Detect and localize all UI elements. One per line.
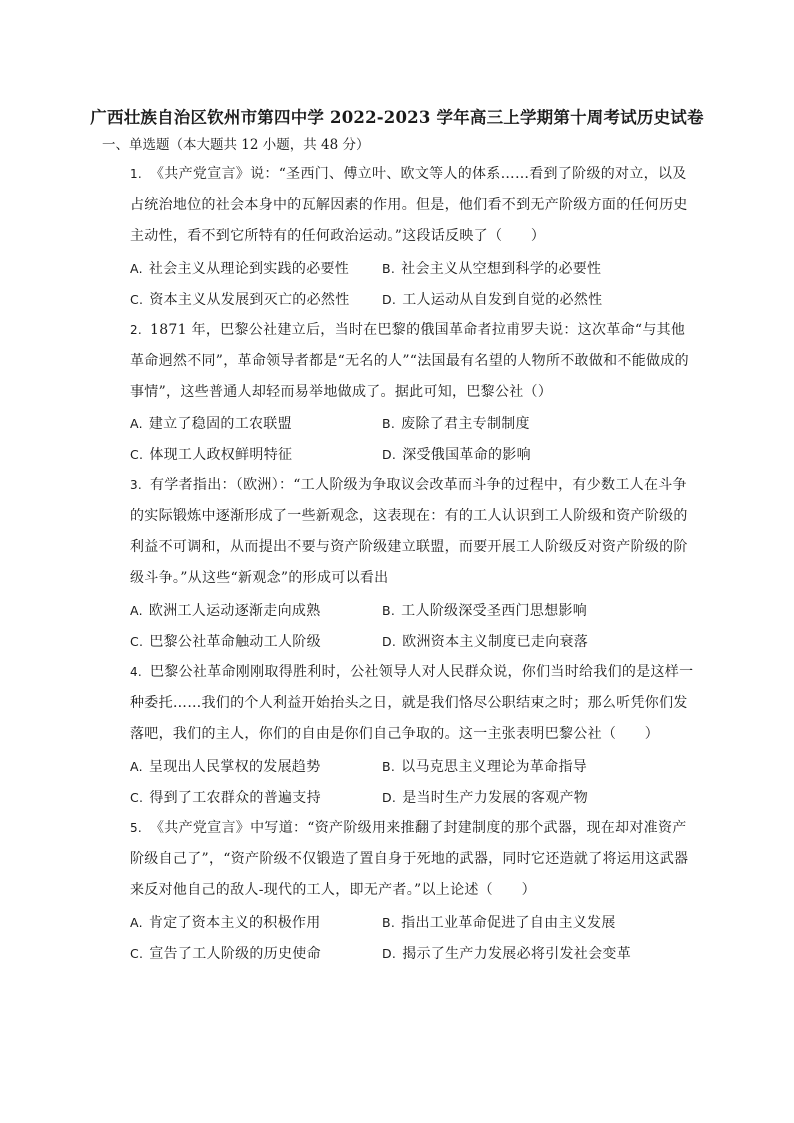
question-1-stem [130, 159, 698, 252]
page-title: 广西壮族自治区钦州市第四中学 2022-2023 学年高三上学期第十周考试历史试卷 [90, 108, 704, 127]
question-1-option-b[interactable]: B. 社会主义从空想到科学的必要性 [382, 261, 602, 277]
question-1-option-d[interactable]: D. 工人运动从自发到自觉的必然性 [382, 292, 603, 308]
question-text: 1871 年，巴黎公社建立后，当时在巴黎的俄国革命者拉甫罗夫说：这次革命“与其他革命迥然不同”，革命领导者都是“无名的人”“法国最有名望的人物所不敢做和不能做成的事情”，这些普通人却轻而易举地做成了。据此可知，巴黎公社（） [130, 322, 689, 400]
question-number: 4. [130, 665, 143, 679]
question-5-option-b[interactable]: B. 指出工业革命促进了自由主义发展 [382, 915, 616, 931]
question-2-option-d[interactable]: D. 深受俄国革命的影响 [382, 447, 531, 463]
section-heading: 一、单选题（本大题共 12 小题，共 48 分） [102, 137, 370, 153]
question-3-option-d[interactable]: D. 欧洲资本主义制度已走向衰落 [382, 634, 589, 650]
question-number: 3. [130, 478, 143, 492]
question-4-option-c[interactable]: C. 得到了工农群众的普遍支持 [130, 790, 321, 806]
question-5-option-d[interactable]: D. 揭示了生产力发展必将引发社会变革 [382, 946, 632, 962]
question-4-option-b[interactable]: B. 以马克思主义理论为革命指导 [382, 759, 588, 775]
question-text: 《共产党宣言》中写道：“资产阶级用来推翻了封建制度的那个武器，现在却对准资产阶级自己了”，“资产阶级不仅锻造了置自身于死地的武器，同时它还造就了将运用这武器来反对他自己的敌人-现代的工人，即无产者。”以上论述（ ） [130, 820, 689, 898]
question-2-option-a[interactable]: A. 建立了稳固的工农联盟 [130, 416, 292, 432]
question-1-option-a[interactable]: A. 社会主义从理论到实践的必要性 [130, 261, 350, 277]
question-3-option-a[interactable]: A. 欧洲工人运动逐渐走向成熟 [130, 603, 321, 619]
question-5-stem [130, 813, 698, 906]
question-text: 巴黎公社革命刚刚取得胜利时，公社领导人对人民群众说，你们当时给我们的是这样一种委托……我们的个人利益开始抬头之日，就是我们恪尽公职结束之时；那么听凭你们发落吧，我们的主人，你们的自由是你们自己争取的。这一主张表明巴黎公社（ ） [130, 664, 694, 742]
question-number: 2. [130, 323, 143, 337]
question-1-option-c[interactable]: C. 资本主义从发展到灭亡的必然性 [130, 292, 350, 308]
question-2-stem [130, 315, 698, 408]
question-number: 5. [130, 821, 143, 835]
question-3-option-c[interactable]: C. 巴黎公社革命触动工人阶级 [130, 634, 321, 650]
question-4-option-d[interactable]: D. 是当时生产力发展的客观产物 [382, 790, 589, 806]
question-3-option-b[interactable]: B. 工人阶级深受圣西门思想影响 [382, 603, 588, 619]
question-5-option-c[interactable]: C. 宣告了工人阶级的历史使命 [130, 946, 321, 962]
question-4-option-a[interactable]: A. 呈现出人民掌权的发展趋势 [130, 759, 321, 775]
question-text: 有学者指出：（欧洲）：“工人阶级为争取议会改革而斗争的过程中，有少数工人在斗争的实际锻炼中逐渐形成了一些新观念，这表现在：有的工人认识到工人阶级和资产阶级的利益不可调和，从而提出不要与资产阶级建立联盟，而要开展工人阶级反对资产阶级的阶级斗争。”从这些“新观念”的形成可以看出 [130, 477, 688, 586]
question-2-option-c[interactable]: C. 体现工人政权鲜明特征 [130, 447, 293, 463]
question-2-option-b[interactable]: B. 废除了君主专制制度 [382, 416, 530, 432]
question-5-option-a[interactable]: A. 肯定了资本主义的积极作用 [130, 915, 321, 931]
question-4-stem [130, 657, 698, 750]
question-3-stem [130, 470, 698, 594]
question-text: 《共产党宣言》说：“圣西门、傅立叶、欧文等人的体系……看到了阶级的对立，以及占统治地位的社会本身中的瓦解因素的作用。但是，他们看不到无产阶级方面的任何历史主动性，看不到它所特有的任何政治运动。”这段话反映了（ ） [130, 166, 688, 244]
question-number: 1. [130, 167, 143, 181]
